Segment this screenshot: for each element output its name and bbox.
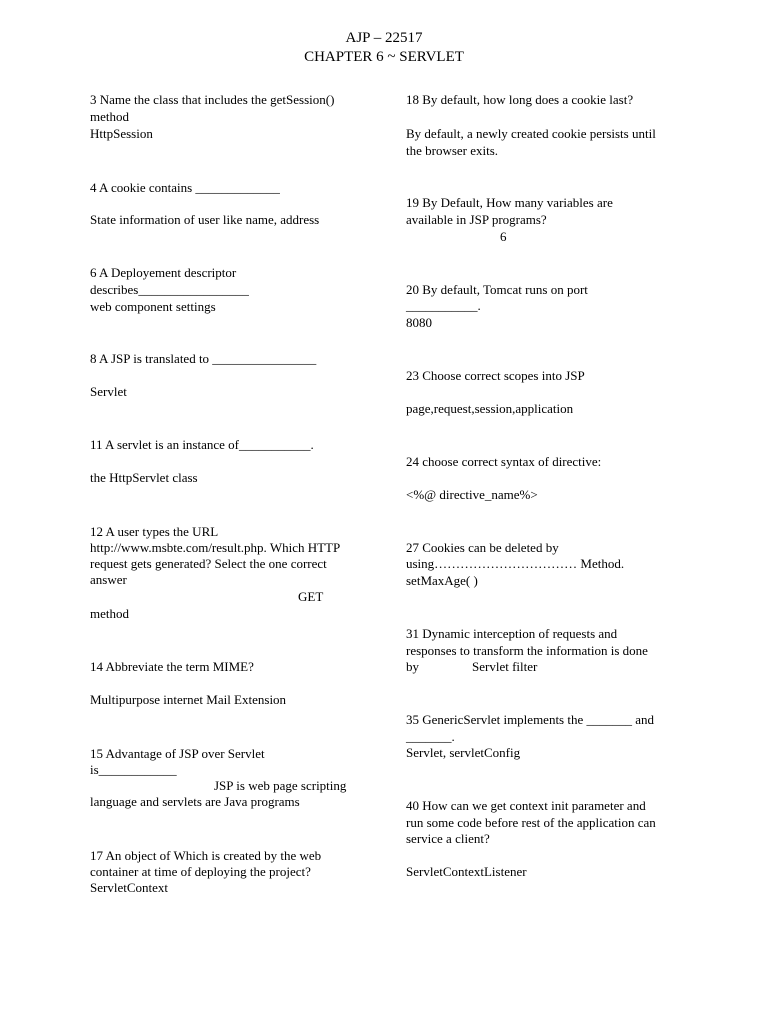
question-text: 20 By default, Tomcat runs on port: [406, 282, 588, 297]
question-text: 6 A Deployement descriptor: [90, 265, 237, 280]
question-text: 19 By Default, How many variables are: [406, 195, 613, 210]
question-text: by: [406, 659, 419, 674]
answer-text: State information of user like name, address: [90, 212, 320, 227]
question-text: 12 A user types the URL: [90, 524, 219, 539]
answer-text: the HttpServlet class: [90, 470, 198, 485]
answer-text: web component settings: [90, 299, 216, 314]
question-text: http://www.msbte.com/result.php. Which HTTP: [90, 540, 341, 555]
answer-text: ServletContextListener: [406, 864, 527, 879]
question-text: container at time of deploying the project?: [90, 864, 311, 879]
question-text: 11 A servlet is an instance of___________.: [90, 437, 314, 452]
answer-text: By default, a newly created cookie persists until: [406, 126, 656, 141]
question-text: run some code before rest of the application can: [406, 815, 656, 830]
question-text: 40 How can we get context init parameter and: [406, 798, 646, 813]
answer-text: <%@ directive_name%>: [406, 487, 538, 502]
question-text: 15 Advantage of JSP over Servlet: [90, 746, 265, 761]
question-text: service a client?: [406, 831, 490, 846]
question-text: available in JSP programs?: [406, 212, 547, 227]
answer-text: HttpSession: [90, 126, 153, 141]
question-text: responses to transform the information is done: [406, 643, 648, 658]
question-text: 4 A cookie contains _____________: [90, 180, 280, 195]
question-text: 3 Name the class that includes the getSession(): [90, 92, 335, 107]
answer-text: GET: [298, 589, 324, 604]
answer-text: ServletContext: [90, 880, 168, 895]
chapter-title: CHAPTER 6 ~ SERVLET: [304, 49, 464, 65]
question-text: 24 choose correct syntax of directive:: [406, 454, 602, 469]
answer-text: language and servlets are Java programs: [90, 794, 300, 809]
answer-text: page,request,session,application: [406, 401, 574, 416]
question-text: 8 A JSP is translated to ________________: [90, 351, 317, 366]
question-text: 17 An object of Which is created by the web: [90, 848, 322, 863]
question-text: _______.: [406, 729, 455, 744]
answer-text: Servlet, servletConfig: [406, 745, 521, 760]
question-text: using…………………………… Method.: [406, 556, 625, 571]
answer-text: method: [90, 606, 129, 621]
question-text: method: [90, 109, 129, 124]
question-text: is____________: [90, 762, 177, 777]
question-text: 35 GenericServlet implements the _______ and: [406, 712, 655, 727]
question-text: request gets generated? Select the one correct: [90, 556, 327, 571]
question-text: 23 Choose correct scopes into JSP: [406, 368, 585, 383]
question-text: 27 Cookies can be deleted by: [406, 540, 559, 555]
question-text: 31 Dynamic interception of requests and: [406, 626, 618, 641]
answer-text: 6: [500, 229, 507, 244]
answer-text: Multipurpose internet Mail Extension: [90, 692, 287, 707]
answer-text: the browser exits.: [406, 143, 499, 158]
question-text: describes_________________: [90, 282, 249, 297]
answer-text: Servlet filter: [472, 659, 538, 674]
page-title: AJP – 22517: [345, 30, 423, 46]
answer-text: Servlet: [90, 384, 127, 399]
answer-text: setMaxAge( ): [406, 573, 478, 588]
answer-text: 8080: [406, 315, 432, 330]
question-text: 18 By default, how long does a cookie last?: [406, 92, 634, 107]
question-text: ___________.: [406, 298, 481, 313]
question-text: answer: [90, 572, 127, 587]
answer-text: JSP is web page scripting: [214, 778, 347, 793]
question-text: 14 Abbreviate the term MIME?: [90, 659, 254, 674]
